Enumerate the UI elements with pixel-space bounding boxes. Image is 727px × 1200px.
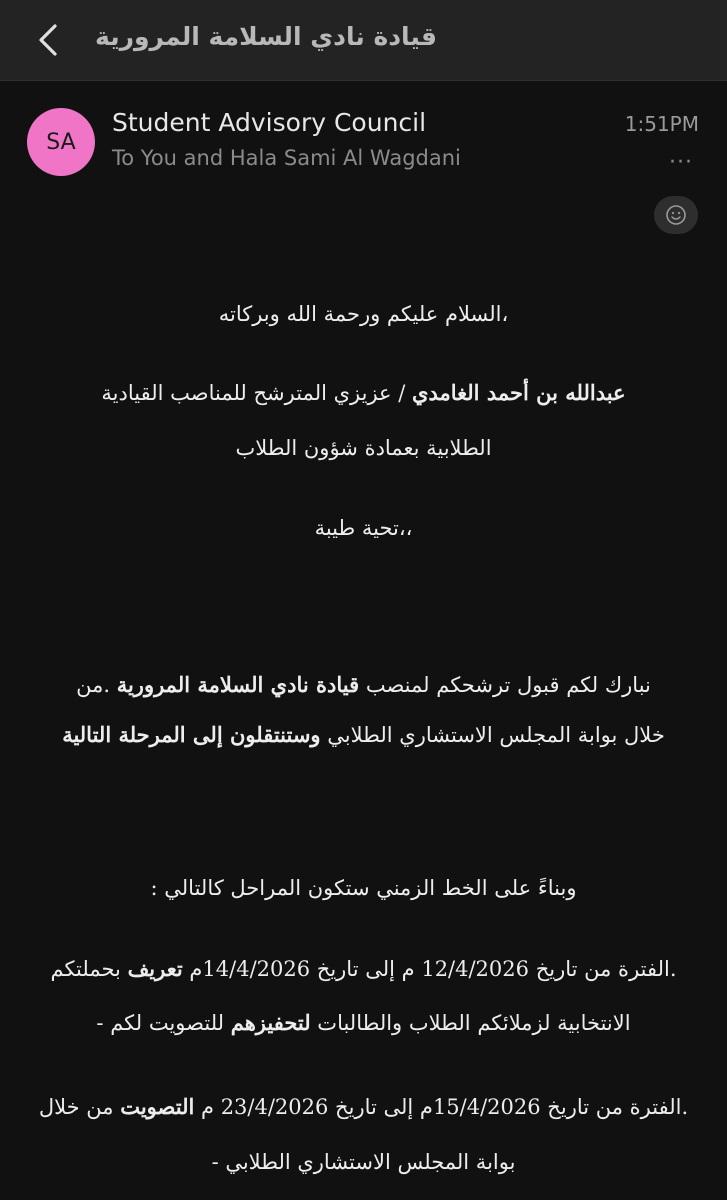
phase2-line-2: بوابة المجلس الاستشاري الطلابي -	[211, 1150, 516, 1174]
phase1-line2-b: لتحفيزهم	[230, 1010, 311, 1035]
congrats-text-a: نبارك لكم قبول ترشحكم لمنصب	[359, 673, 651, 697]
congrats-text-b: .من	[76, 673, 117, 697]
top-bar	[0, 0, 727, 81]
sender-name[interactable]: Student Advisory Council	[112, 108, 427, 137]
phase1-line-2	[20, 1010, 707, 1035]
congrats-line-2	[20, 722, 707, 747]
addressee-line	[20, 380, 707, 405]
congrats-position: قيادة نادي السلامة المرورية	[116, 672, 360, 697]
conversation-title: قيادة نادي السلامة المرورية	[95, 22, 437, 51]
recipients[interactable]: To You and Hala Sami Al Wagdani	[112, 146, 461, 170]
message-time: 1:51PM	[624, 112, 699, 136]
addressee-name: عبدالله بن أحمد الغامدي	[412, 380, 626, 405]
phase2-a: .الفترة من تاريخ 15/4/2026م إلى تاريخ 23/4/2026 م	[194, 1095, 689, 1119]
phase1-a: .الفترة من تاريخ 12/4/2026 م إلى تاريخ 14/4/2026م	[182, 957, 677, 981]
congrats-line	[20, 672, 707, 697]
smiley-icon	[665, 204, 687, 226]
addressee-line-2: الطلابية بعمادة شؤون الطلاب	[235, 436, 492, 460]
back-button[interactable]	[28, 20, 68, 60]
phase1-b: تعريف	[127, 956, 183, 981]
avatar[interactable]: SA	[27, 108, 95, 176]
salutation: ،،تحية طيبة	[314, 516, 413, 540]
congrats-line2-b: وستنتقلون إلى المرحلة التالية	[62, 722, 321, 747]
greeting: ،السلام عليكم ورحمة الله وبركاته	[218, 302, 509, 326]
reaction-button[interactable]	[654, 196, 698, 234]
more-options-button[interactable]: ···	[669, 150, 693, 175]
phase2-c: من خلال	[38, 1095, 121, 1119]
phase1-line2-a: الانتخابية لزملائكم الطلاب والطالبات	[310, 1011, 631, 1035]
congrats-line2-a: خلال بوابة المجلس الاستشاري الطلابي	[320, 723, 665, 747]
addressee-title: / عزيزي المترشح للمناصب القيادية	[101, 381, 413, 405]
phase1-line	[20, 956, 707, 981]
chevron-left-icon	[37, 23, 59, 57]
timeline-intro: وبناءً على الخط الزمني ستكون المراحل كالتالي :	[150, 876, 577, 900]
phase2-line	[20, 1094, 707, 1119]
phase2-b: التصويت	[120, 1094, 195, 1119]
phase1-c: بحملتكم	[50, 957, 128, 981]
phase1-line2-c: للتصويت لكم -	[96, 1011, 231, 1035]
